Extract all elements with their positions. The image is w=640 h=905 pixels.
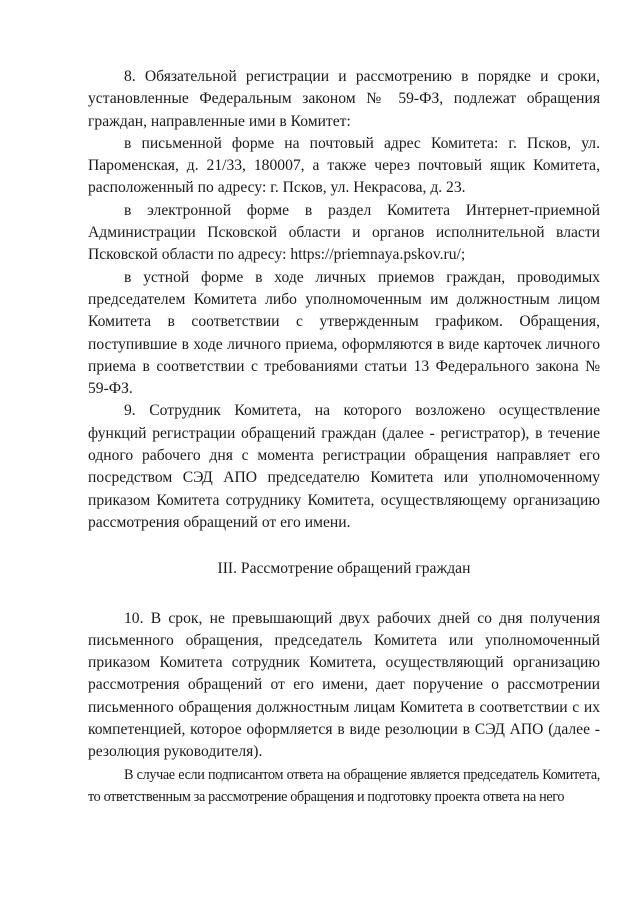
paragraph-postal: в письменной форме на почтовый адрес Комитета: г. Псков, ул. Пароменская, д. 21/33, 180007, а также через почтовый ящик Комитета, расположенный по адресу: г. Псков, ул. Некрасова, д. 23.	[88, 134, 600, 197]
paragraph-signatory: В случае если подписантом ответа на обращение является председатель Комитета, то ответственным за рассмотрение обращения и подготовку проекта ответа на него	[88, 766, 600, 805]
paragraph-8: 8. Обязательной регистрации и рассмотрению в порядке и сроки, установленные Федеральным законом № 59-ФЗ, подлежат обращения граждан, направленные ими в Комитет:	[88, 68, 600, 130]
document-body	[88, 66, 600, 808]
paragraph-10: 10. В срок, не превышающий двух рабочих дней со дня получения письменного обращения, председатель Комитета или уполномоченный приказом Комитета сотрудник Комитета, осуществляющий организацию рассмотрения обращений от его имени, дает поручение о рассмотрении письменного обращения должностным лицам Комитета в соответствии с их компетенцией, которое оформляется в виде резолюции в СЭД АПО (далее - резолюция руководителя).	[88, 609, 600, 761]
section-heading: III. Рассмотрение обращений граждан	[217, 560, 471, 578]
paragraph-electronic: в электронной форме в раздел Комитета Интернет-приемной Администрации Псковской области и органов исполнительной власти Псковской области по адресу: https://priemnaya.pskov.ru/;	[88, 201, 600, 264]
paragraph-9: 9. Сотрудник Комитета, на которого возложено осуществление функций регистрации обращений граждан (далее - регистратор), в течение одного рабочего дня с момента регистрации обращения направляет его посредством СЭД АПО председателю Комитета или уполномоченному приказом Комитета сотруднику Комитета, осуществляющему организацию рассмотрения обращений от его имени.	[88, 402, 600, 531]
paragraph-oral: в устной форме в ходе личных приемов граждан, проводимых председателем Комитета либо уполномоченным им должностным лицом Комитета в соответствии с утвержденным графиком. Обращения, поступившие в ходе личного приема, оформляются в виде карточек личного приема в соответствии с требованиями статьи 13 Федерального закона № 59-ФЗ.	[88, 268, 600, 398]
